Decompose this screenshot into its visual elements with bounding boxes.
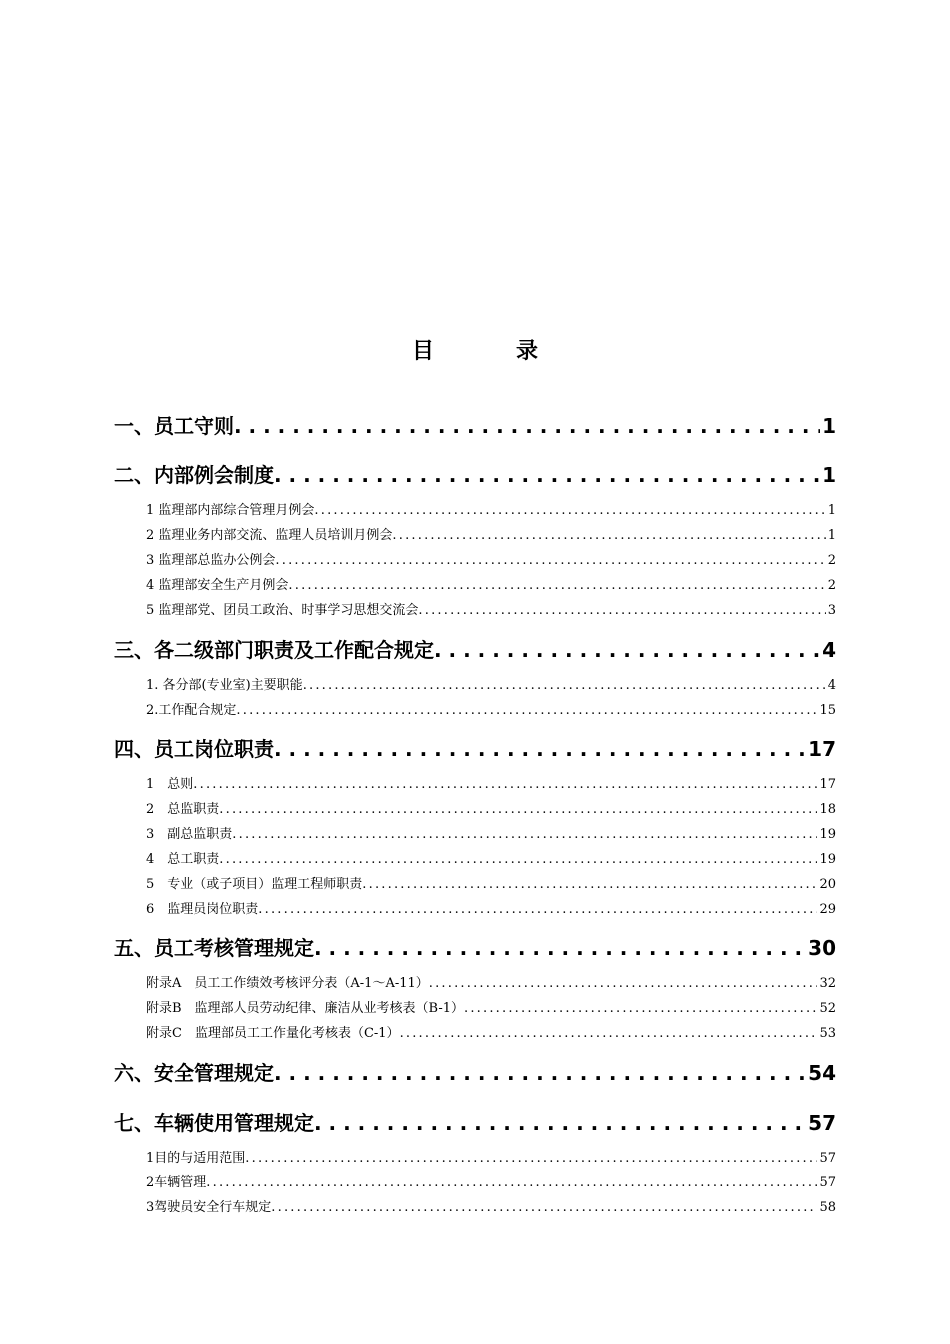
toc-entry-page: 57	[819, 1175, 836, 1190]
toc-entry-page: 17	[819, 777, 836, 792]
toc-entry-label: 2 总监职责	[146, 802, 220, 817]
dot-leader	[274, 459, 820, 491]
dot-leader	[362, 874, 817, 896]
toc-entry[interactable]	[114, 1107, 836, 1139]
toc-subentry[interactable]	[146, 973, 836, 995]
toc-entry-label: 二、内部例会制度	[114, 463, 274, 487]
toc-entry-page: 57	[808, 1111, 836, 1135]
toc-entry-label: 2车辆管理	[146, 1175, 207, 1190]
toc-entry-label: 一、员工守则	[114, 414, 234, 438]
dot-leader	[314, 1107, 806, 1139]
toc-entry-label: 附录A 员工工作绩效考核评分表（A-1～A-11）	[146, 976, 429, 991]
toc-entry-label: 3 副总监职责	[146, 827, 233, 842]
dot-leader	[434, 634, 820, 666]
toc-entry[interactable]	[114, 410, 836, 442]
toc-entry-page: 4	[827, 678, 836, 693]
toc-subentry[interactable]	[146, 1148, 836, 1170]
toc-entry-page: 2	[827, 578, 836, 593]
dot-leader	[206, 1172, 817, 1194]
toc-entry-page: 19	[819, 827, 836, 842]
toc-entry-page: 29	[819, 902, 836, 917]
toc-entry-page: 15	[819, 703, 836, 718]
toc-subentry[interactable]	[146, 1197, 836, 1219]
dot-leader	[400, 1023, 818, 1045]
toc-entry-label: 1 监理部内部综合管理月例会	[146, 503, 315, 518]
toc-subentry[interactable]	[146, 700, 836, 722]
toc-entry[interactable]	[114, 634, 836, 666]
toc-entry-label: 5 专业（或子项目）监理工程师职责	[146, 877, 363, 892]
toc-entry-page: 19	[819, 852, 836, 867]
dot-leader	[303, 675, 826, 697]
toc-subentry[interactable]	[146, 1172, 836, 1194]
toc-entry-label: 3 监理部总监办公例会	[146, 553, 276, 568]
toc-entry-page: 30	[808, 936, 836, 960]
dot-leader	[236, 700, 817, 722]
toc-entry-label: 2 监理业务内部交流、监理人员培训月例会	[146, 528, 393, 543]
toc-entry-label: 1目的与适用范围	[146, 1151, 246, 1166]
toc-entry-label: 6 监理员岗位职责	[146, 902, 259, 917]
dot-leader	[288, 575, 825, 597]
toc-subentry[interactable]	[146, 675, 836, 697]
toc-entry-page: 4	[822, 638, 836, 662]
toc-subentry[interactable]	[146, 550, 836, 572]
toc-entry-label: 5 监理部党、团员工政治、时事学习思想交流会	[146, 603, 419, 618]
toc-entry-page: 18	[819, 802, 836, 817]
dot-leader	[429, 973, 818, 995]
toc-entry-label: 三、各二级部门职责及工作配合规定	[114, 638, 434, 662]
toc-subentry[interactable]	[146, 899, 836, 921]
dot-leader	[219, 849, 817, 871]
toc-entry-page: 1	[827, 503, 836, 518]
toc-entry-page: 32	[819, 976, 836, 991]
toc-entry-page: 20	[819, 877, 836, 892]
toc-entry-label: 2.工作配合规定	[146, 703, 237, 718]
toc-entry-label: 六、安全管理规定	[114, 1061, 274, 1085]
dot-leader	[245, 1148, 817, 1170]
toc-entry-page: 1	[822, 414, 836, 438]
toc-entry-page: 3	[827, 603, 836, 618]
toc-entry-page: 1	[827, 528, 836, 543]
dot-leader	[219, 799, 817, 821]
toc-entry[interactable]	[114, 1057, 836, 1089]
toc-subentry[interactable]	[146, 824, 836, 846]
toc-entry-label: 4 监理部安全生产月例会	[146, 578, 289, 593]
toc-entry-label: 四、员工岗位职责	[114, 737, 274, 761]
dot-leader	[271, 1197, 817, 1219]
toc-subentry[interactable]	[146, 998, 836, 1020]
toc-entry-page: 58	[819, 1200, 836, 1215]
dot-leader	[193, 774, 817, 796]
toc-entry-label: 1. 各分部(专业室)主要职能	[146, 678, 303, 693]
dot-leader	[464, 998, 817, 1020]
toc-subentry[interactable]	[146, 525, 836, 547]
toc-entry-page: 2	[827, 553, 836, 568]
toc-entry-label: 附录B 监理部人员劳动纪律、廉洁从业考核表（B-1）	[146, 1001, 465, 1016]
dot-leader	[274, 1057, 806, 1089]
dot-leader	[392, 525, 825, 547]
dot-leader	[274, 733, 806, 765]
toc-entry-label: 五、员工考核管理规定	[114, 936, 314, 960]
toc-entry-page: 53	[819, 1026, 836, 1041]
toc-entry[interactable]	[114, 733, 836, 765]
toc-entry-label: 4 总工职责	[146, 852, 220, 867]
toc-entry-label: 附录C 监理部员工工作量化考核表（C-1）	[146, 1026, 400, 1041]
toc-subentry[interactable]	[146, 774, 836, 796]
toc-entry-page: 52	[819, 1001, 836, 1016]
dot-leader	[275, 550, 825, 572]
dot-leader	[418, 600, 825, 622]
toc-entry-label: 七、车辆使用管理规定	[114, 1111, 314, 1135]
toc-entry-page: 57	[819, 1151, 836, 1166]
dot-leader	[314, 932, 806, 964]
dot-leader	[314, 500, 825, 522]
dot-leader	[232, 824, 817, 846]
toc-title: 目 录	[411, 339, 568, 364]
toc-entry-page: 1	[822, 463, 836, 487]
toc-entry-label: 1 总则	[146, 777, 194, 792]
toc-subentry[interactable]	[146, 575, 836, 597]
dot-leader	[258, 899, 817, 921]
toc-entry-page: 17	[808, 737, 836, 761]
toc-entry[interactable]	[114, 459, 836, 491]
toc-entry[interactable]	[114, 932, 836, 964]
toc-subentry[interactable]	[146, 1023, 836, 1045]
dot-leader	[234, 410, 820, 442]
toc-subentry[interactable]	[146, 849, 836, 871]
toc-entry-page: 54	[808, 1061, 836, 1085]
toc-subentry[interactable]	[146, 600, 836, 622]
toc-subentry[interactable]	[146, 874, 836, 896]
toc-subentry[interactable]	[146, 799, 836, 821]
toc-subentry[interactable]	[146, 500, 836, 522]
toc-entry-label: 3驾驶员安全行车规定	[146, 1200, 272, 1215]
